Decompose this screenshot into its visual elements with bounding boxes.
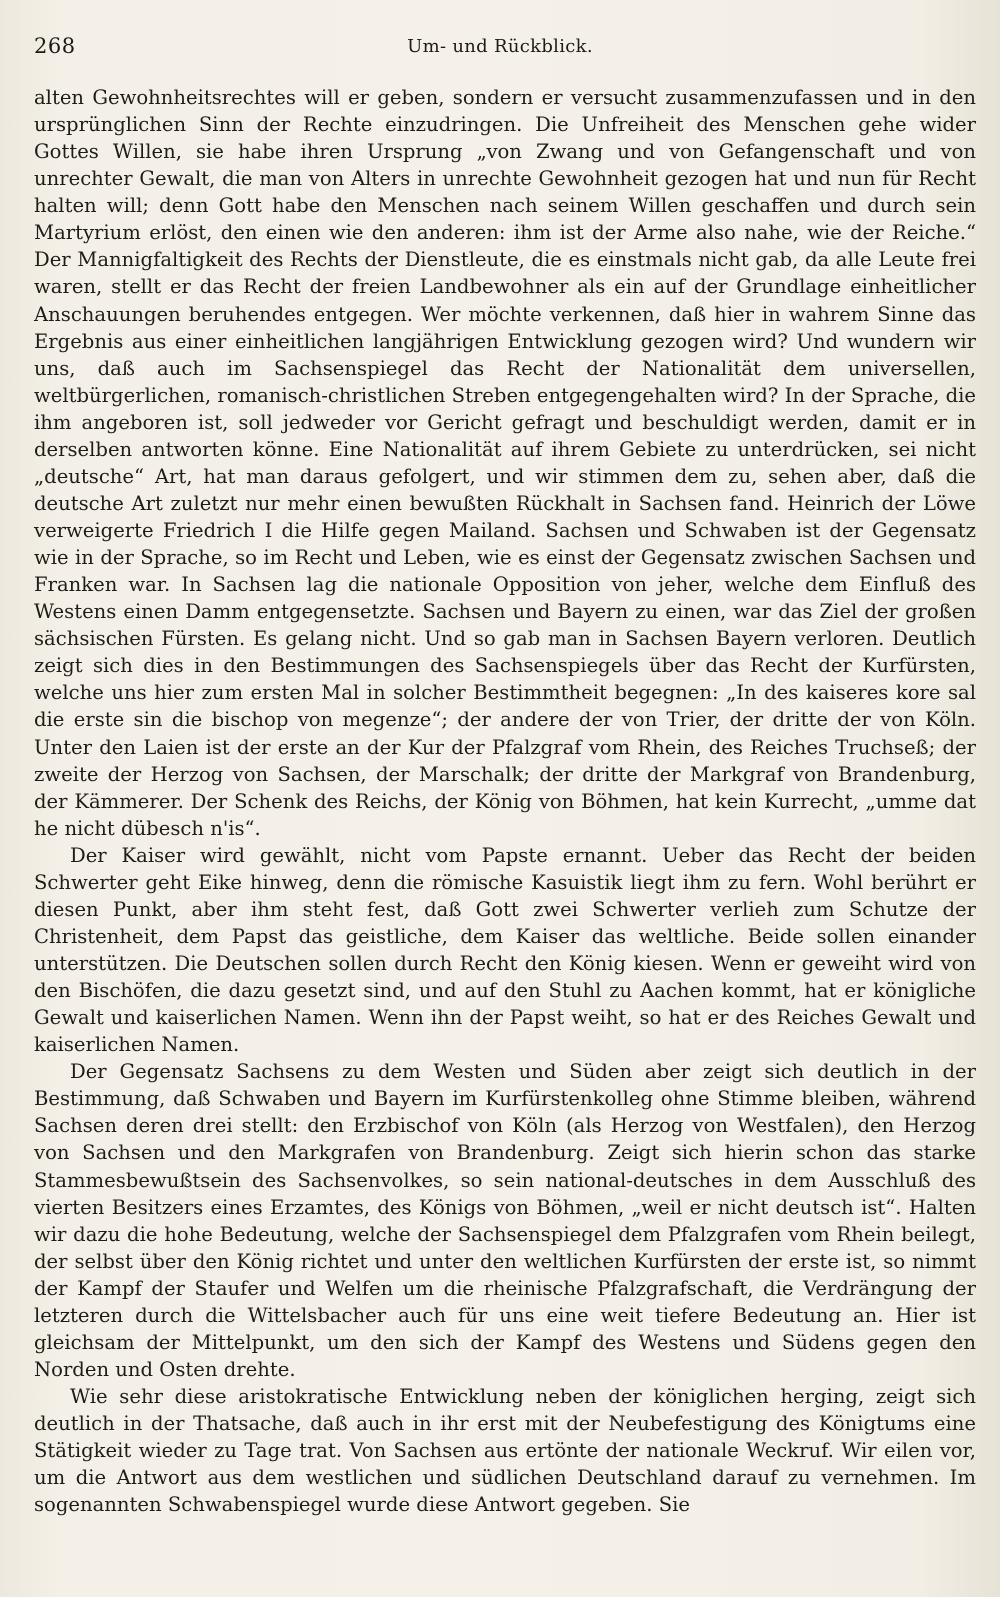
paragraph-3: Der Gegensatz Sachsens zu dem Westen und Süden aber zeigt sich deutlich in der Bestimmung, daß Schwaben und Bayern im Kurfürstenkolleg ohne Stimme bleiben, während Sachsen deren drei stellt: den Erzbischof von Köln (als Herzog von Westfalen), den Herzog von Sachsen und den Markgrafen von Brandenburg. Zeigt sich hierin schon das starke Stammesbewußtsein des Sachsenvolkes, so sein national-deutsches in dem Ausschluß des vierten Besitzers eines Erzamtes, des Königs von Böhmen, „weil er nicht deutsch ist“. Halten wir dazu die hohe Bedeutung, welche der Sachsenspiegel dem Pfalzgrafen vom Rhein beilegt, der selbst über den König richtet und unter den weltlichen Kurfürsten der erste ist, so nimmt der Kampf der Staufer und Welfen um die rheinische Pfalzgrafschaft, die Verdrängung der letzteren durch die Wittelsbacher auch für uns eine weit tiefere Bedeutung an. Hier ist gleichsam der Mittelpunkt, um den sich der Kampf des Westens und Südens gegen den Norden und Osten drehte. [34,1060,976,1381]
paragraph-2: Der Kaiser wird gewählt, nicht vom Papste ernannt. Ueber das Recht der beiden Schwerter geht Eike hinweg, denn die römische Kasuistik liegt ihm zu fern. Wohl berührt er diesen Punkt, aber ihm steht fest, daß Gott zwei Schwerter verlieh zum Schutze der Christenheit, dem Papst das geistliche, dem Kaiser das weltliche. Beide sollen einander unterstützen. Die Deutschen sollen durch Recht den König kiesen. Wenn er geweiht wird von den Bischöfen, die dazu gesetzt sind, und auf den Stuhl zu Aachen kommt, hat er königliche Gewalt und kaiserlichen Namen. Wenn ihn der Papst weiht, so hat er des Reiches Gewalt und kaiserlichen Namen. [34,843,976,1057]
paragraph-4: Wie sehr diese aristokratische Entwicklung neben der königlichen herging, zeigt sich deutlich in der Thatsache, daß auch in ihr erst mit der Neubefestigung des Königtums eine Stätigkeit wieder zu Tage trat. Von Sachsen aus ertönte der nationale Weckruf. Wir eilen vor, um die Antwort aus dem westlichen und südlichen Deutschland darauf zu vernehmen. Im sogenannten Schwabenspiegel wurde diese Antwort gegeben. Sie [34,1385,976,1517]
body-text [34,84,976,1518]
page-header [34,34,966,64]
paragraph-1: alten Gewohnheitsrechtes will er geben, sondern er versucht zusammenzufassen und in den ursprünglichen Sinn der Rechte einzudringen. Die Unfreiheit des Menschen gehe wider Gottes Willen, sie habe ihren Ursprung „von Zwang und von Gefangenschaft und von unrechter Gewalt, die man von Alters in unrechte Gewohnheit gezogen hat und nun für Recht halten will; denn Gott habe den Menschen nach seinem Willen geschaffen und durch sein Martyrium erlöst, den einen wie den anderen: ihm ist der Arme also nahe, wie der Reiche.“ Der Mannigfaltigkeit des Rechts der Dienstleute, die es einstmals nicht gab, da alle Leute frei waren, stellt er das Recht der freien Landbewohner als ein auf der Grundlage einheitlicher Anschauungen beruhendes entgegen. Wer möchte verkennen, daß hier in wahrem Sinne das Ergebnis aus einer einheitlichen langjährigen Entwicklung gezogen wird? Und wundern wir uns, daß auch im Sachsenspiegel das Recht der Nationalität dem universellen, weltbürgerlichen, romanisch-christlichen Streben entgegengehalten wird? In der Sprache, die ihm angeboren ist, soll jedweder vor Gericht gefragt und beschuldigt werden, damit er in derselben antworten könne. Eine Nationalität auf ihrem Gebiete zu unterdrücken, sei nicht „deutsche“ Art, hat man daraus gefolgert, und wir stimmen dem zu, sehen aber, daß die deutsche Art zuletzt nur mehr einen bewußten Rückhalt in Sachsen fand. Heinrich der Löwe verweigerte Friedrich I die Hilfe gegen Mailand. Sachsen und Schwaben ist der Gegensatz wie in der Sprache, so im Recht und Leben, wie es einst der Gegensatz zwischen Sachsen und Franken war. In Sachsen lag die nationale Opposition von jeher, welche dem Einfluß des Westens einen Damm entgegensetzte. Sachsen und Bayern zu einen, war das Ziel der großen sächsischen Fürsten. Es gelang nicht. Und so gab man in Sachsen Bayern verloren. Deutlich zeigt sich dies in den Bestimmungen des Sachsenspiegels über das Recht der Kurfürsten, welche uns hier zum ersten Mal in solcher Bestimmtheit begegnen: „In des kaiseres kore sal die erste sin die bischop von megenze“; der andere der von Trier, der dritte der von Köln. Unter den Laien ist der erste an der Kur der Pfalzgraf vom Rhein, des Reiches Truchseß; der zweite der Herzog von Sachsen, der Marschalk; der dritte der Markgraf von Brandenburg, der Kämmerer. Der Schenk des Reichs, der König von Böhmen, hat kein Kurrecht, „umme dat he nicht dübesch n'is“. [34,86,976,840]
page-number: 268 [34,34,76,58]
running-head: Um- und Rückblick. [407,36,593,57]
